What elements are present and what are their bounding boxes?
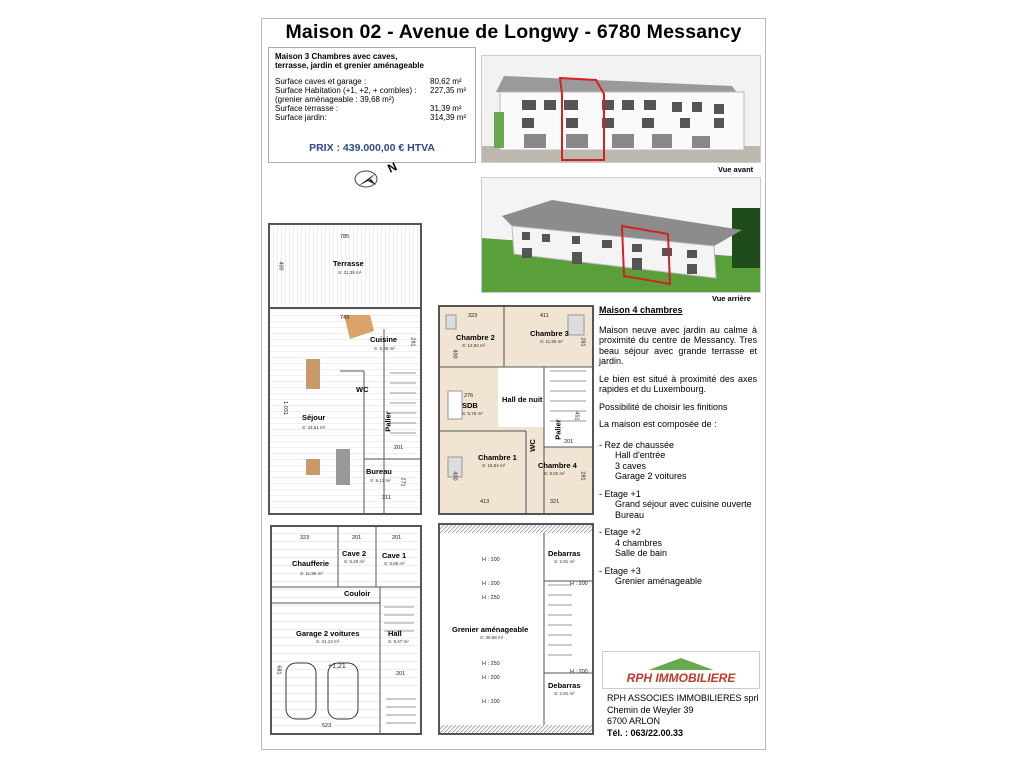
height-label: H : 200 xyxy=(482,581,500,587)
dimension-label: 1.031 xyxy=(281,401,288,415)
level-group: - Rez de chaussée Hall d'entrée 3 caves Garage 2 voitures xyxy=(599,439,687,481)
dimension-label: 201 xyxy=(352,535,362,541)
dimension-label: 323 xyxy=(468,313,478,319)
price: PRIX : 439.000,00 € HTVA xyxy=(309,142,435,154)
dimension-label: 523 xyxy=(322,723,332,729)
dimension-label: 400 xyxy=(451,471,458,481)
front-view-image xyxy=(481,55,761,163)
room-label-debarras: Debarras xyxy=(548,549,581,558)
room-label-chambre-1: Chambre 1 xyxy=(478,453,517,462)
room-label-cuisine: Cuisine xyxy=(370,335,398,344)
floor-plan-etage-1 xyxy=(268,307,422,515)
room-area: S: 43,61 m² xyxy=(302,425,326,430)
height-label: H : 100 xyxy=(482,699,500,705)
front-view-caption: Vue avant xyxy=(718,165,754,174)
room-area: S: 9,47 m² xyxy=(388,639,409,644)
room-label-grenier: Grenier aménageable xyxy=(452,625,529,634)
dimension-label: 201 xyxy=(564,439,574,445)
agency-logo xyxy=(602,651,760,689)
dimension-label: 323 xyxy=(300,535,310,541)
rear-view-caption: Vue arrière xyxy=(712,294,751,303)
room-area: S: 31,13 m² xyxy=(316,639,340,644)
surface-row: (grenier aménageable : 39,68 m²) xyxy=(275,95,395,104)
surface-list xyxy=(275,77,471,122)
surface-row: Surface Habitation (+1, +2, + combles) : 227,35 m² xyxy=(275,86,467,95)
height-label: H : 200 xyxy=(570,581,588,587)
room-label-hall-de-nuit: Hall de nuit xyxy=(502,395,543,404)
surface-row: Surface caves et garage : 80,62 m² xyxy=(275,77,462,86)
room-label-terrasse: Terrasse xyxy=(333,259,364,268)
room-label-sejour: Séjour xyxy=(302,413,326,422)
surface-row: Surface terrasse : 31,39 m² xyxy=(275,104,462,113)
summary-heading-line2: terrasse, jardin et grenier aménageable xyxy=(275,61,424,70)
room-area: S: 5,78 m² xyxy=(462,411,483,416)
level-group: - Etage +3 Grenier aménageable xyxy=(599,565,703,586)
dimension-label: 743 xyxy=(340,315,350,321)
description-paragraph: Le bien est situé à proximité des axes rapides et du Luxembourg. xyxy=(599,373,757,394)
room-label-chaufferie: Chaufferie xyxy=(292,559,330,568)
room-label-cave-1: Cave 1 xyxy=(382,551,407,560)
page-title: Maison 02 - Avenue de Longwy - 6780 Messancy xyxy=(285,21,742,43)
room-label-cave-2: Cave 2 xyxy=(342,549,367,558)
dimension-label: 311 xyxy=(382,495,391,501)
room-area: S: 8,90 m² xyxy=(374,346,395,351)
room-area: S: 16,54 m² xyxy=(482,463,506,468)
dimension-label: 785 xyxy=(340,234,350,240)
agency-city: 6700 ARLON xyxy=(607,716,661,726)
height-label: H : 200 xyxy=(570,669,588,675)
room-area: S: 5,20 m² xyxy=(344,559,365,564)
room-label-hall: Hall xyxy=(388,629,402,638)
dimension-label: 281 xyxy=(409,337,416,347)
room-area: S: 2,91 m² xyxy=(554,559,575,564)
room-label-chambre-4: Chambre 4 xyxy=(538,461,577,470)
height-label: H : 100 xyxy=(482,557,500,563)
level-group: - Etage +2 4 chambres Salle de bain xyxy=(599,527,668,558)
room-label-debarras: Debarras xyxy=(548,681,581,690)
description-heading: Maison 4 chambres xyxy=(599,305,683,315)
dimension-label: 276 xyxy=(464,393,474,399)
summary-box xyxy=(268,47,476,163)
height-label: H : 250 xyxy=(482,661,500,667)
dimension-label: 411 xyxy=(540,313,549,319)
room-label-palier: Palier xyxy=(383,411,393,432)
room-area: S: 5,65 m² xyxy=(384,561,405,566)
dimension-label: 281 xyxy=(579,471,586,481)
rear-view-image xyxy=(481,177,761,293)
compass-icon xyxy=(346,159,406,195)
dimension-label: 681 xyxy=(275,665,282,675)
summary-heading xyxy=(275,52,424,70)
surface-row: Surface jardin: 314,39 m² xyxy=(275,113,467,122)
floor-plan-etage-2 xyxy=(438,305,594,515)
dimension-label: 271 xyxy=(399,477,406,487)
dimension-label: 400 xyxy=(451,349,458,359)
summary-heading-line1: Maison 3 Chambres avec caves, xyxy=(275,52,398,61)
room-label-chambre-2: Chambre 2 xyxy=(456,333,495,342)
floor-plan-rez xyxy=(270,525,422,735)
height-label: H : 200 xyxy=(482,675,500,681)
floor-plan-grenier xyxy=(438,523,594,735)
agency-contact xyxy=(607,693,759,739)
description-paragraph: Possibilité de choisir les finitions xyxy=(599,401,728,412)
room-label-sdb: SDB xyxy=(462,401,478,410)
description xyxy=(599,305,757,594)
logo-text: RPH IMMOBILIERE xyxy=(626,671,736,685)
room-area: S: 11,96 m² xyxy=(300,571,323,576)
room-label-palier: Palier xyxy=(553,419,563,440)
room-label-bureau: Bureau xyxy=(366,467,392,476)
description-paragraph: La maison est composée de : xyxy=(599,419,717,429)
room-area: S: 9,02 m² xyxy=(544,471,565,476)
listing-sheet xyxy=(261,18,766,750)
level-group: - Etage +1 Grand séjour avec cuisine ouverte Bureau xyxy=(599,488,752,520)
room-area: S: 9,13 m² xyxy=(370,478,391,483)
height-label: H : 250 xyxy=(482,595,500,601)
room-label-garage: Garage 2 voitures xyxy=(296,629,360,638)
room-area: S: 39,68 m² xyxy=(480,635,504,640)
dimension-label: 281 xyxy=(579,337,586,347)
room-label-couloir: Couloir xyxy=(344,589,371,598)
room-area: S: 11,95 m² xyxy=(540,339,563,344)
dimension-label: 413 xyxy=(480,499,490,505)
description-paragraph: Maison neuve avec jardin au calme à proximité du centre de Messancy. Tres beau séjour avec grande terrasse et jardin. xyxy=(599,324,757,366)
agency-name: RPH ASSOCIES IMMOBILIERES sprl xyxy=(607,693,759,703)
room-label-wc: WC xyxy=(527,439,537,452)
room-area: S: 2,91 m² xyxy=(554,691,575,696)
dimension-label: 400 xyxy=(277,261,284,271)
level-marker: +1,21 xyxy=(328,663,346,670)
terrace-plan xyxy=(268,223,422,311)
room-area: S: 31,39 m² xyxy=(338,270,362,275)
agency-street: Chemin de Weyler 39 xyxy=(607,704,694,715)
dimension-label: 321 xyxy=(550,499,560,505)
dimension-label: 201 xyxy=(396,671,406,677)
agency-phone: Tél. : 063/22.00.33 xyxy=(607,727,684,738)
compass-letter: N xyxy=(385,159,400,176)
dimension-label: 451 xyxy=(573,411,580,421)
room-area: S: 12,92 m² xyxy=(462,343,486,348)
dimension-label: 201 xyxy=(394,445,404,451)
room-label-wc: WC xyxy=(356,385,369,394)
dimension-label: 201 xyxy=(392,535,402,541)
room-label-chambre-3: Chambre 3 xyxy=(530,329,569,338)
